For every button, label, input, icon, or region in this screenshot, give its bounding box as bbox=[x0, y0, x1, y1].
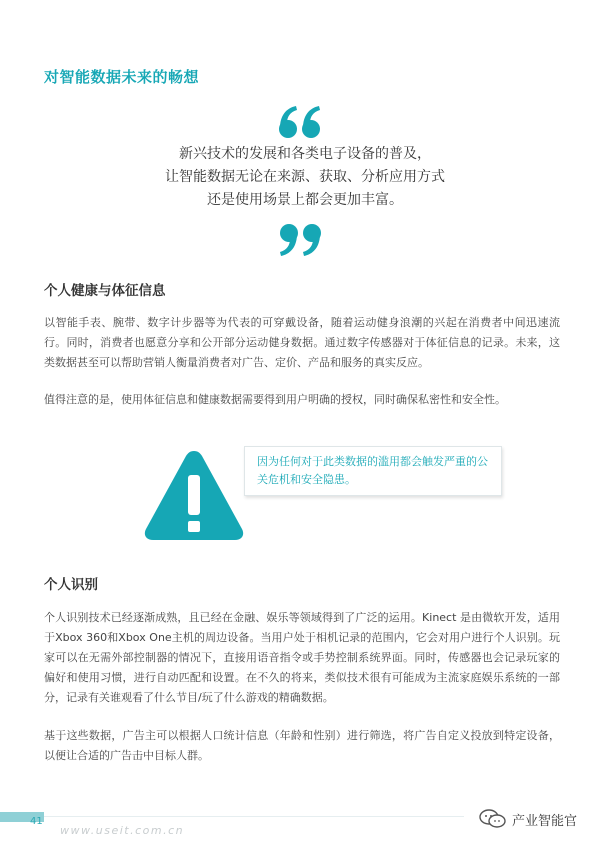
footer-divider bbox=[44, 816, 464, 817]
brand-name: 产业智能官 bbox=[512, 813, 578, 829]
warning-text: 因为任何对于此类数据的滥用都会触发严重的公关危机和安全隐患。 bbox=[257, 455, 488, 486]
health-note-paragraph: 值得注意的是，使用体征信息和健康数据需要得到用户明确的授权，同时确保私密性和安全性。 bbox=[44, 393, 506, 406]
page-title: 对智能数据未来的畅想 bbox=[44, 68, 200, 86]
brand-badge bbox=[478, 808, 577, 830]
wechat-icon bbox=[478, 808, 508, 830]
warning-callout bbox=[244, 446, 502, 496]
quote-line: 让智能数据无论在来源、获取、分析应用方式 bbox=[165, 169, 445, 185]
quote-line: 还是使用场景上都会更加丰富。 bbox=[207, 192, 403, 208]
identity-ad-paragraph: 基于这些数据，广告主可以根据人口统计信息（年龄和性别）进行筛选，将广告自定义投放到特定设备，以便让合适的广告击中目标人群。 bbox=[44, 729, 560, 762]
health-paragraph: 以智能手表、腕带、数字计步器等为代表的可穿戴设备，随着运动健身浪潮的兴起在消费者中间迅速流行。同时，消费者也愿意分享和公开部分运动健身数据。通过数字传感器对于体征信息的记录。未来，这类数据甚至可以帮助营销人衡量消费者对广告、定价、产品和服务的真实反应。 bbox=[44, 316, 560, 369]
close-quote-icon bbox=[278, 222, 322, 258]
watermark: www.useit.com.cn bbox=[60, 824, 185, 837]
pull-quote bbox=[120, 143, 490, 212]
warning-triangle-icon bbox=[142, 447, 246, 543]
open-quote-icon bbox=[278, 104, 322, 140]
section-heading-identity: 个人识别 bbox=[44, 577, 98, 593]
identity-paragraph: 个人识别技术已经逐渐成熟，且已经在金融、娱乐等领域得到了广泛的运用。Kinect 是由微软开发，适用于Xbox 360和Xbox One主机的周边设备。当用户处于相机记录的范围内，它会对用户进行个人识别。玩家可以在无需外部控制器的情况下，直接用语音指令或手势控制系统界面。同时，传感器也会记录玩家的偏好和使用习惯，进行自动匹配和设置。在不久的将来，类似技术很有可能成为主流家庭娱乐系统的一部分，记录有关谁观看了什么节目/玩了什么游戏的精确数据。 bbox=[44, 611, 560, 704]
quote-line: 新兴技术的发展和各类电子设备的普及， bbox=[179, 146, 431, 162]
page-number: 41 bbox=[30, 816, 43, 827]
section-heading-health: 个人健康与体征信息 bbox=[44, 283, 166, 299]
